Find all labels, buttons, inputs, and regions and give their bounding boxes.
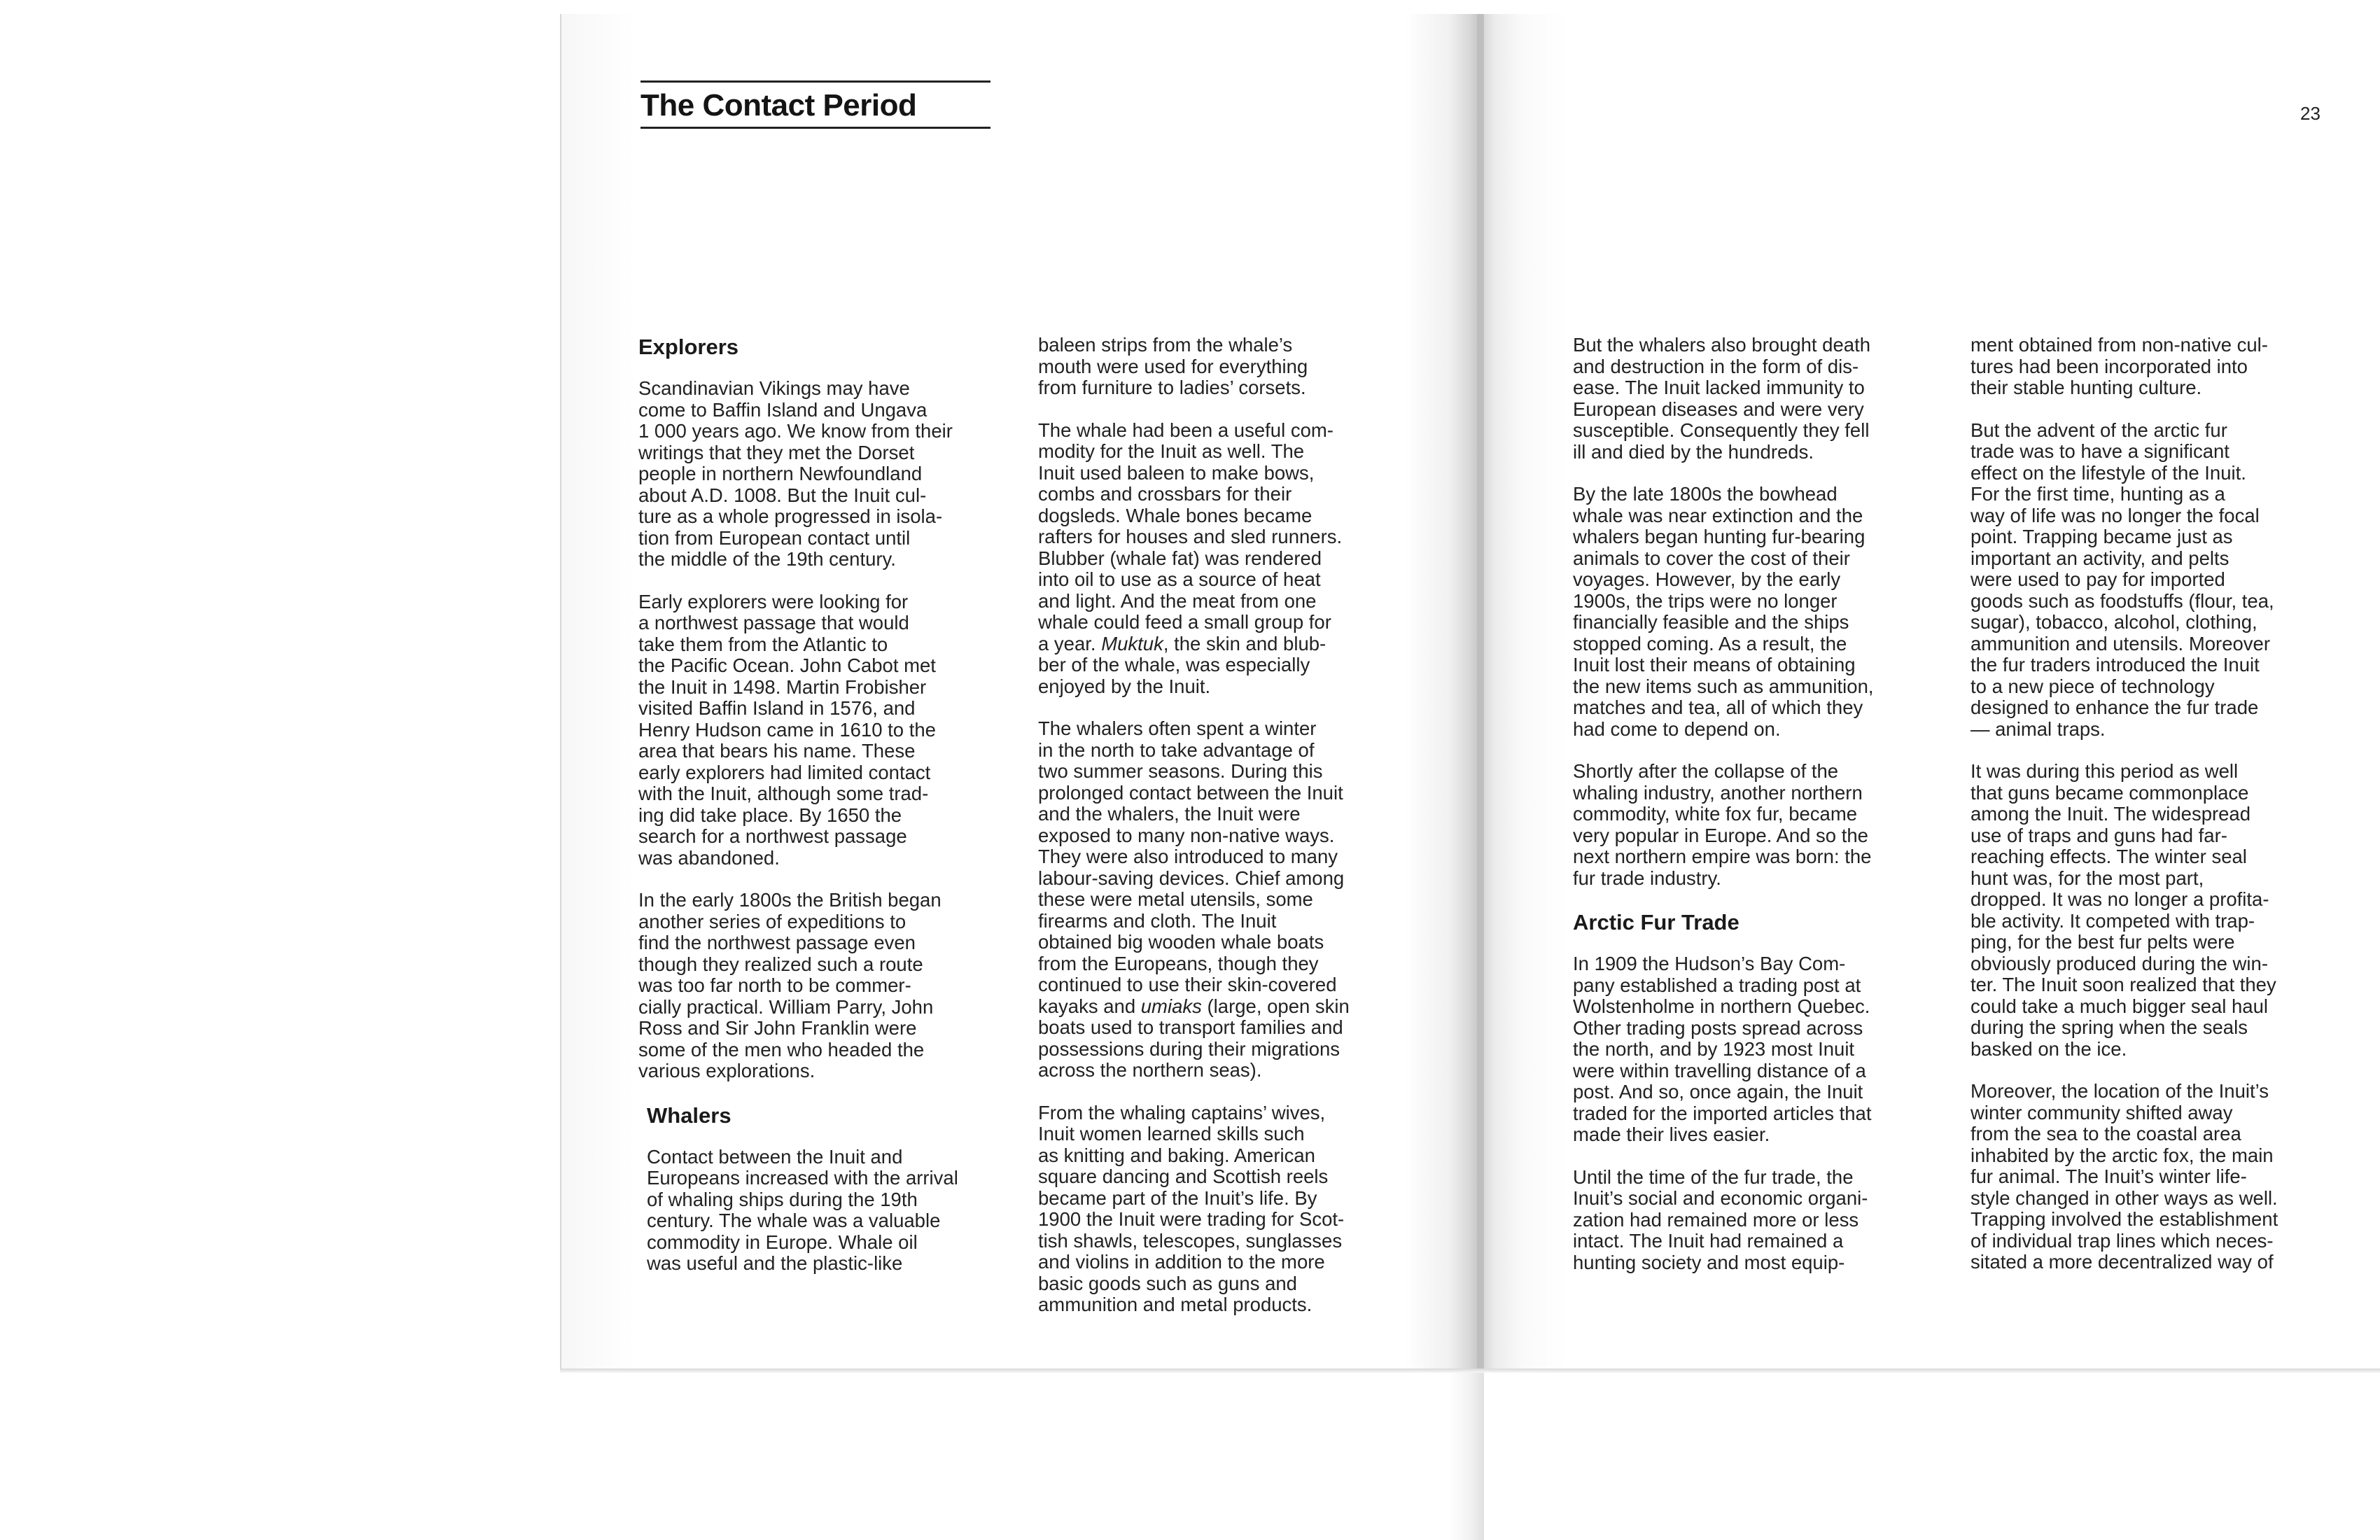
paragraph: Contact between the Inuit and Europeans increased with the arrival of whaling ships during the 19th century. The whale was a valuable commodity in Europe. Whale oil was useful and the plastic-like (647, 1145, 958, 1274)
paragraph: Scandinavian Vikings may have come to Baffin Island and Ungava 1 000 years ago. We know from their writings that they met the Dorset people in northern Newfoundland about A.D. 1008. But the Inuit cul- ture as a whole progressed in isola- tion from European contact until the middle of the 19th century. (638, 377, 953, 570)
paragraph: But the whalers also brought death and destruction in the form of dis- ease. The Inuit lacked immunity to European diseases and were very susceptible. Consequently they fell ill and died by the hundreds. (1573, 334, 1871, 463)
italic-term-muktuk: Muktuk (1101, 632, 1163, 654)
section-heading-explorers: Explorers (638, 335, 739, 359)
section-heading-whalers: Whalers (647, 1102, 732, 1128)
title-rule-bottom (640, 127, 990, 129)
paragraph: From the whaling captains’ wives, Inuit women learned skills such as knitting and baking. American square dancing and Scottish reels became part of the Inuit’s life. By 1900 the Inuit were trading for Scot- tish shawls, telescopes, sunglasses and violins in addition to the more basic goods such as guns and ammunition and metal products. (1038, 1101, 1345, 1315)
paragraph: It was during this period as well that guns became commonplace among the Inuit. The widespread use of traps and guns had far- reaching effects. The winter seal hunt was, for the most part, dropped. It was no longer a profita- ble activity. It competed with trap- ping, for the best fur pelts were obviously produced during the win- ter. The Inuit soon realized that they could take a much bigger seal haul during the spring when the seals basked on the ice. (1970, 760, 2276, 1060)
paragraph: The whale had been a useful com- modity for the Inuit as well. The Inuit used baleen to make bows, combs and crossbars for their dogsleds. Whale bones became rafters for houses and sled runners. Blubber (whale fat) was rendered into oil to use as a source of heat and light. And the meat from one whale could feed a small group for a year. Muktuk, the skin and blub- ber of the whale, was especially enjoyed by the Inuit. (1038, 419, 1343, 697)
paragraph: Early explorers were looking for a northwest passage that would take them from the Atlantic to the Pacific Ocean. John Cabot met the Inuit in 1498. Martin Frobisher visited Baffin Island in 1576, and Henry Hudson came in 1610 to the area that bears his name. These early explorers had limited contact with the Inuit, although some trad- ing did take place. By 1650 the search for a northwest passage was abandoned. (638, 590, 936, 869)
book-gutter (1449, 14, 1484, 1540)
section-heading-arctic-fur-trade: Arctic Fur Trade (1573, 910, 1740, 934)
paragraph: Until the time of the fur trade, the Inuit’s social and economic organi- zation had remained more or less intact. The Inuit had remained a hunting society and most equip- (1573, 1166, 1868, 1273)
title-rule-top (640, 80, 990, 83)
paragraph: Shortly after the collapse of the whaling industry, another northern commodity, white fox fur, became very popular in Europe. And so the next northern empire was born: the fur trade industry. (1573, 760, 1872, 889)
column-3 (1573, 335, 1937, 1294)
paragraph: In the early 1800s the British began another series of expeditions to find the northwest passage even though they realized such a route was too far north to be commer- cially practical. William Parry, John Ross and Sir John Franklin were some of the men who headed the various explorations. (638, 889, 941, 1082)
paragraph: By the late 1800s the bowhead whale was near extinction and the whalers began hunting fur-bearing animals to cover the cost of their voyages. However, by the early 1900s, the trips were no longer financially feasible and the ships stopped coming. As a result, the Inuit lost their means of obtaining the new items such as ammunition, matches and tea, all of which they had come to depend on. (1573, 483, 1874, 740)
paragraph: The whalers often spent a winter in the north to take advantage of two summer seasons. During this prolonged contact between the Inuit and the whalers, the Inuit were exposed to many non-native ways. They were also introduced to many labour-saving devices. Chief among these were metal utensils, some firearms and cloth. The Inuit obtained big wooden whale boats from the Europeans, though they continued to use their skin-covered kayaks and umiaks (large, open skin boats used to transport families and possessions during their migrations across the northern seas). (1038, 718, 1350, 1081)
paragraph: But the advent of the arctic fur trade was to have a significant effect on the lifestyle of the Inuit. For the first time, hunting as a way of life was no longer the focal point. Trapping became just as important an activity, and pelts were used to pay for imported goods such as foodstuffs (flour, tea, sugar), tobacco, alcohol, clothing, ammunition and utensils. Moreover the fur traders introduced the Inuit to a new piece of technology designed to enhance the fur trade — animal traps. (1970, 419, 2274, 740)
page-bottom-edge (560, 1368, 2380, 1373)
page-number: 23 (2300, 103, 2320, 124)
column-1 (638, 335, 1002, 1296)
paragraph: In 1909 the Hudson’s Bay Com- pany established a trading post at Wolstenholme in northern Quebec. Other trading posts spread across the north, and by 1923 most Inuit were within travelling distance of a post. And so, once again, the Inuit traded for the imported articles that made their lives easier. (1573, 953, 1872, 1145)
paragraph: ment obtained from non-native cul- tures had been incorporated into their stable hunting culture. (1970, 334, 2268, 398)
column-2 (1038, 335, 1402, 1337)
page-title: The Contact Period (640, 88, 917, 122)
italic-term-umiaks: umiaks (1140, 995, 1202, 1017)
paragraph: baleen strips from the whale’s mouth were used for everything from furniture to ladies’ corsets. (1038, 334, 1308, 398)
paragraph: Moreover, the location of the Inuit’s winter community shifted away from the sea to the coastal area inhabited by the arctic fox, the main fur animal. The Inuit’s winter life- style changed in other ways as well. Trapping involved the establishment of individual trap lines which neces- sitated a more decentralized way of (1970, 1080, 2278, 1273)
column-4 (1970, 335, 2334, 1294)
